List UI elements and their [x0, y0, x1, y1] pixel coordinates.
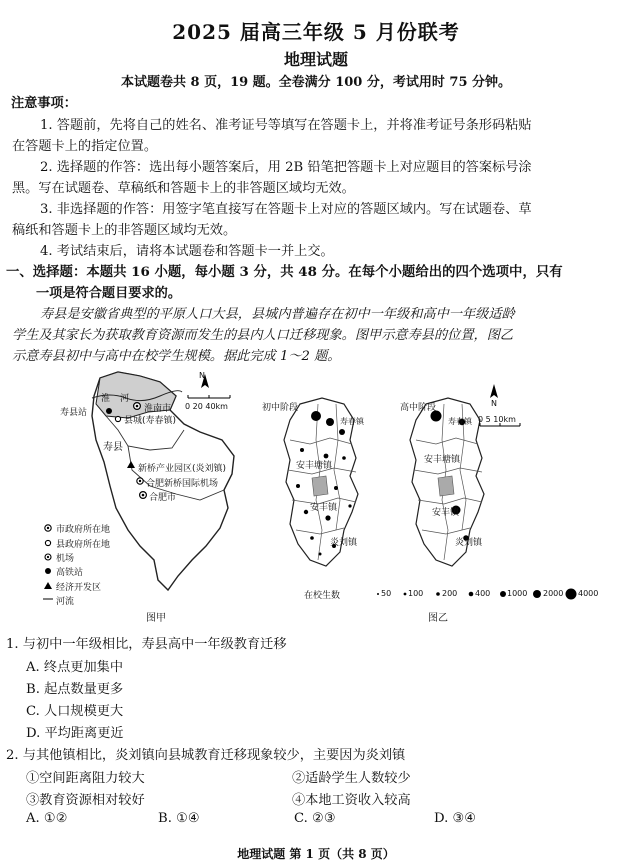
- north-label-b: N: [491, 399, 497, 408]
- notice-heading: 注意事项：: [11, 96, 77, 111]
- size-legend-value: 200: [442, 589, 458, 598]
- question-2-option: D. ③④: [434, 811, 477, 826]
- figure-b-caption: 图乙: [428, 613, 448, 624]
- size-legend-value: 4000: [578, 589, 599, 598]
- label-junior: 初中阶段: [262, 403, 299, 413]
- label-anfeng-left: 安丰镇: [310, 503, 338, 513]
- section-heading: 一、选择题：本题共 16 小题，每小题 3 分，共 48 分。在每个小题给出的四个选项中，只有: [6, 264, 563, 280]
- exam-subject: 地理试题: [283, 50, 348, 69]
- question-2-item: ①空间距离阻力较大: [26, 771, 145, 786]
- label-anfengtang-right: 安丰塘镇: [424, 455, 461, 465]
- question-1-stem: 1. 与初中一年级相比，寿县高中一年级教育迁移: [6, 637, 287, 652]
- north-label: N: [199, 371, 205, 380]
- size-legend-title: 在校生数: [304, 591, 341, 601]
- legend-zone: 经济开发区: [56, 583, 102, 593]
- label-yanliu-right: 炎刘镇: [455, 538, 483, 548]
- question-2-option: A. ①②: [26, 811, 68, 826]
- label-anfengtang-left: 安丰塘镇: [296, 461, 333, 471]
- label-shouchun-right: 寿春镇: [448, 417, 472, 426]
- passage-line: 示意寿县初中与高中在校学生规模。据此完成 1～2 题。: [12, 349, 341, 364]
- label-huai: 淮: [101, 394, 111, 404]
- question-2-item: ③教育资源相对较好: [26, 793, 145, 808]
- county-seat-icon: [115, 416, 120, 421]
- page-footer: 地理试题 第 1 页（共 8 页）: [237, 847, 395, 861]
- question-1-option: B. 起点数量更多: [26, 682, 124, 697]
- exam-info: 本试题卷共 8 页，19 题。全卷满分 100 分，考试用时 75 分钟。: [120, 75, 512, 90]
- label-huainan: 淮南市: [144, 404, 172, 414]
- legend-station: 高铁站: [56, 568, 84, 578]
- label-hefei: 合肥市: [149, 493, 177, 503]
- size-legend-value: 400: [475, 589, 491, 598]
- label-county-town: 县城(寿春镇): [124, 416, 177, 426]
- label-he: 河: [120, 394, 130, 404]
- size-legend-value: 1000: [507, 589, 528, 598]
- label-anfeng-right: 安丰镇: [432, 508, 460, 518]
- size-legend-value: 100: [408, 589, 424, 598]
- label-shouxian-station: 寿县站: [60, 408, 88, 418]
- question-2-option: C. ②③: [294, 811, 336, 826]
- scale-label-b: 0 5 10km: [478, 415, 516, 424]
- notice-line: 3. 非选择题的作答：用签字笔直接写在答题卡上对应的答题区域内。写在试题卷、草: [40, 202, 532, 217]
- scale-label: 0 20 40km: [185, 402, 228, 411]
- label-shouxian: 寿县: [103, 442, 123, 453]
- section-heading-cont: 一项是符合题目要求的。: [36, 286, 182, 301]
- notice-line: 稿纸和答题卡上的非答题区域均无效。: [12, 223, 237, 238]
- label-airport: 合肥新桥国际机场: [146, 479, 219, 489]
- question-1-option: D. 平均距离更近: [26, 726, 124, 741]
- question-1-option: A. 终点更加集中: [26, 660, 124, 675]
- label-xinqiao-park: 新桥产业园区(炎刘镇): [138, 464, 227, 474]
- size-legend-value: 2000: [543, 589, 564, 598]
- exam-title: 2025 届高三年级 5 月份联考: [172, 20, 460, 44]
- passage-line: 寿县是安徽省典型的平原人口大县，县城内普遍存在初中一年级和高中一年级适龄: [40, 307, 515, 322]
- legend-airport: 机场: [56, 554, 75, 564]
- notice-line: 1. 答题前，先将自己的姓名、准考证号等填写在答题卡上，并将准考证号条形码粘贴: [40, 118, 532, 133]
- notice-line: 黑。写在试题卷、草稿纸和答题卡上的非答题区域均无效。: [12, 181, 355, 196]
- label-shouchun-left: 寿春镇: [340, 417, 364, 426]
- label-senior: 高中阶段: [400, 403, 437, 413]
- question-2-item: ④本地工资收入较高: [292, 793, 411, 808]
- question-1-option: C. 人口规模更大: [26, 704, 124, 719]
- legend-city: 市政府所在地: [56, 525, 111, 535]
- question-2-stem: 2. 与其他镇相比，炎刘镇向县城教育迁移现象较少，主要因为炎刘镇: [6, 748, 406, 763]
- legend-county: 县政府所在地: [56, 540, 111, 550]
- label-yanliu-left: 炎刘镇: [330, 538, 358, 548]
- question-2-option: B. ①④: [158, 811, 200, 826]
- notice-line: 4. 考试结束后，请将本试题卷和答题卡一并上交。: [40, 244, 334, 259]
- notice-line: 2. 选择题的作答：选出每小题答案后，用 2B 铅笔把答题卡上对应题目的答案标号涂: [40, 160, 532, 175]
- station-icon: [106, 408, 112, 414]
- question-2-item: ②适龄学生人数较少: [292, 771, 411, 786]
- passage-line: 学生及其家长为获取教育资源而发生的县内人口迁移现象。图甲示意寿县的位置，图乙: [12, 328, 514, 343]
- figure-a-caption: 图甲: [146, 613, 166, 624]
- legend-river: 河流: [56, 597, 75, 607]
- notice-line: 在答题卡上的指定位置。: [12, 139, 158, 154]
- size-legend-value: 50: [381, 589, 392, 598]
